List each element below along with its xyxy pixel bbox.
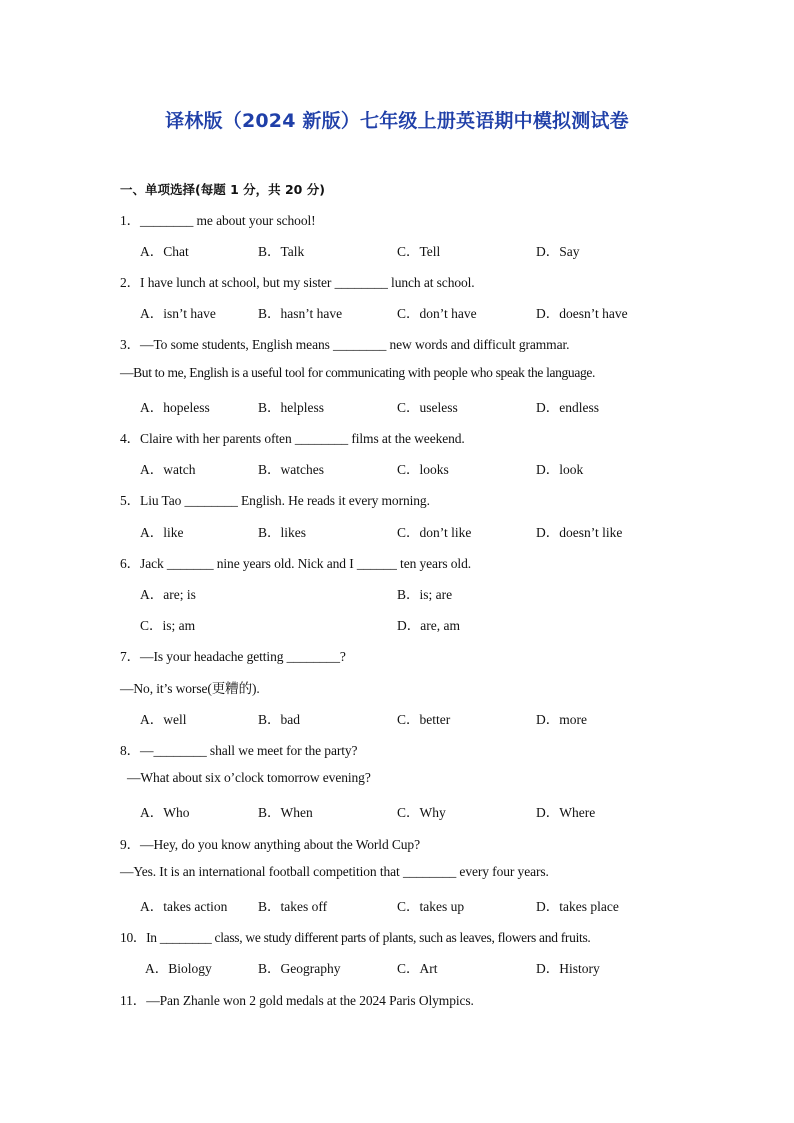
question-6-stem: 6．Jack _______ nine years old. Nick and I ______ ten years old.	[120, 556, 471, 571]
question-1-stem: 1．________ me about your school!	[120, 213, 316, 228]
question-3-option-b: B．helpless	[258, 400, 324, 415]
question-5-option-b: B．likes	[258, 525, 307, 540]
question-8-stem: 8．—________ shall we meet for the party?	[120, 743, 358, 758]
question-4-option-d: D．look	[536, 462, 584, 477]
question-3-stem: 3．—To some students, English means ________ new words and difficult grammar.	[120, 337, 570, 352]
question-2-option-b: B．hasn’t have	[258, 306, 343, 321]
question-4-option-b: B．watches	[258, 462, 324, 477]
question-7-option-c: C．better	[397, 712, 451, 727]
question-7-option-d: D．more	[536, 712, 587, 727]
question-7-stem: 7．—Is your headache getting ________?	[120, 649, 346, 664]
question-10-option-a: A．Biology	[145, 961, 212, 976]
question-9-option-b: B．takes off	[258, 899, 328, 914]
question-5-option-c: C．don’t like	[397, 525, 472, 540]
question-11-stem: 11．—Pan Zhanle won 2 gold medals at the 2024 Paris Olympics.	[120, 993, 474, 1008]
question-9-stem: 9．—Hey, do you know anything about the World Cup?	[120, 837, 420, 852]
question-9-option-d: D．takes place	[536, 899, 619, 914]
question-3-option-c: C．useless	[397, 400, 458, 415]
question-9-option-a: A．takes action	[140, 899, 228, 914]
question-4-option-c: C．looks	[397, 462, 449, 477]
question-10-stem: 10．In ________ class, we study different parts of plants, such as leaves, flowers and fruits.	[120, 930, 591, 945]
question-5-stem: 5．Liu Tao ________ English. He reads it every morning.	[120, 493, 430, 508]
question-4-stem: 4．Claire with her parents often ________ films at the weekend.	[120, 431, 465, 446]
question-6-option-a: A．are; is	[140, 587, 196, 602]
question-2-option-c: C．don’t have	[397, 306, 477, 321]
exam-title: 译林版（2024 新版）七年级上册英语期中模拟测试卷	[165, 110, 629, 132]
question-7-reply: —No, it’s worse(更糟的).	[120, 681, 260, 696]
question-8-option-b: B．When	[258, 805, 313, 820]
question-9-option-c: C．takes up	[397, 899, 465, 914]
question-8-option-c: C．Why	[397, 805, 446, 820]
question-1-option-c: C．Tell	[397, 244, 441, 259]
question-8-option-d: D．Where	[536, 805, 596, 820]
question-10-option-b: B．Geography	[258, 961, 341, 976]
section-heading: 一、单项选择(每题 1 分，共 20 分)	[120, 182, 325, 197]
question-2-stem: 2．I have lunch at school, but my sister ________ lunch at school.	[120, 275, 475, 290]
question-5-option-a: A．like	[140, 525, 184, 540]
question-9-reply: —Yes. It is an international football competition that ________ every four years.	[120, 864, 549, 879]
question-5-option-d: D．doesn’t like	[536, 525, 623, 540]
question-2-option-d: D．doesn’t have	[536, 306, 628, 321]
question-6-option-d: D．are, am	[397, 618, 460, 633]
question-8-option-a: A．Who	[140, 805, 190, 820]
question-7-option-a: A．well	[140, 712, 187, 727]
question-1-option-a: A．Chat	[140, 244, 189, 259]
question-8-reply: —What about six o’clock tomorrow evening?	[127, 770, 371, 785]
question-3-option-a: A．hopeless	[140, 400, 210, 415]
question-10-option-d: D．History	[536, 961, 600, 976]
question-3-option-d: D．endless	[536, 400, 599, 415]
question-6-option-b: B．is; are	[397, 587, 453, 602]
question-10-option-c: C．Art	[397, 961, 438, 976]
question-1-option-b: B．Talk	[258, 244, 305, 259]
question-6-option-c: C．is; am	[140, 618, 196, 633]
question-2-option-a: A．isn’t have	[140, 306, 216, 321]
question-1-option-d: D．Say	[536, 244, 580, 259]
question-4-option-a: A．watch	[140, 462, 196, 477]
question-3-reply: —But to me, English is a useful tool for communicating with people who speak the language.	[120, 365, 596, 380]
question-7-option-b: B．bad	[258, 712, 300, 727]
